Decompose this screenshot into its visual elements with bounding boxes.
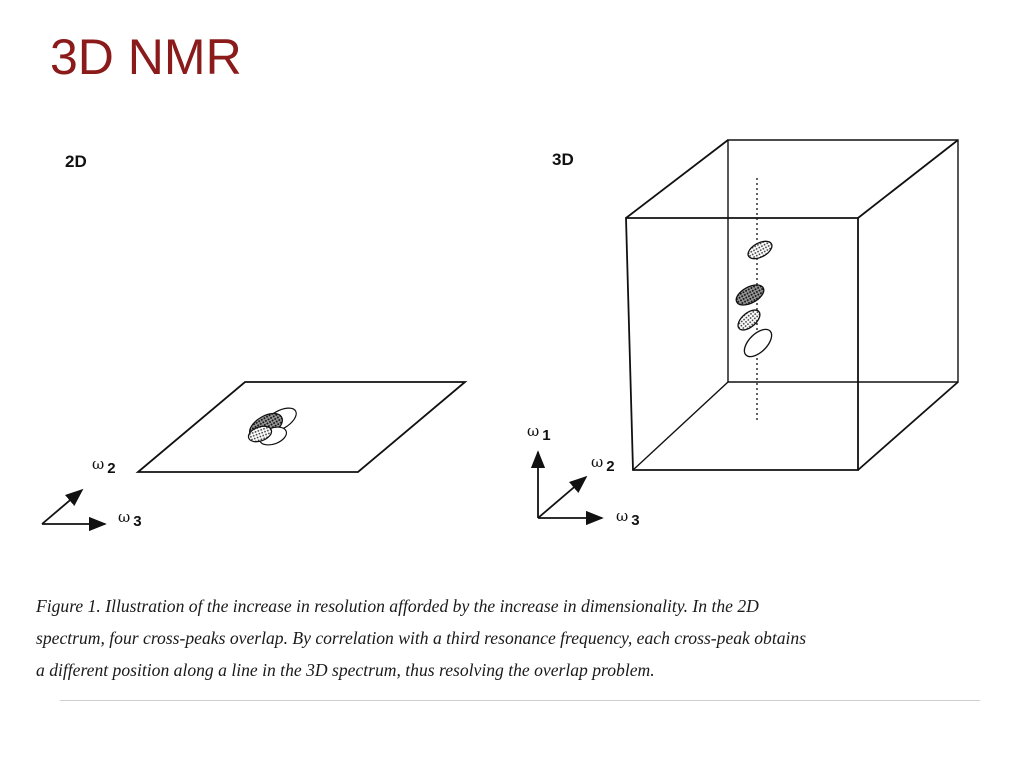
panel-2d-label: 2D: [65, 152, 87, 171]
caption-line: Figure 1. Illustration of the increase in resolution afforded by the increase in dimensionality. In the 2D: [36, 596, 759, 616]
panel-2d: [42, 152, 465, 530]
3d-cross-peak: [745, 238, 775, 263]
2d-spectrum-plane: [138, 382, 465, 472]
3d-w1-label: ω 1: [527, 422, 551, 444]
cube-edge: [633, 382, 728, 470]
panel-3d-label: 3D: [552, 150, 574, 169]
2d-axes: [42, 490, 105, 524]
2d-w3-label: ω 3: [118, 508, 142, 530]
caption-line: spectrum, four cross-peaks overlap. By correlation with a third resonance frequency, each cross-peak obtains: [36, 628, 807, 648]
cube-edge: [626, 140, 728, 218]
nmr-diagram: [30, 120, 990, 590]
slide-title: 3D NMR: [50, 29, 242, 85]
3d-w3-label: ω 3: [616, 507, 640, 529]
3d-cross-peak: [733, 281, 767, 309]
cube-front-face: [626, 218, 858, 470]
3d-resolved-cross-peaks: [733, 238, 776, 362]
3d-spectrum-cube: [626, 140, 958, 470]
3d-w2-label: ω 2: [591, 453, 615, 475]
3d-cross-peak: [735, 306, 764, 333]
caption-line: a different position along a line in the 3D spectrum, thus resolving the overlap problem.: [36, 660, 655, 680]
caption-divider: [60, 700, 980, 701]
panel-3d: [527, 140, 958, 529]
cube-edge: [858, 382, 958, 470]
2d-overlapping-cross-peaks: [245, 403, 300, 448]
figure-caption: [36, 590, 986, 686]
3d-w2-axis-arrow: [538, 477, 586, 518]
2d-w2-axis-arrow: [42, 490, 82, 524]
2d-w2-label: ω 2: [92, 455, 116, 477]
cube-edge: [858, 140, 958, 218]
